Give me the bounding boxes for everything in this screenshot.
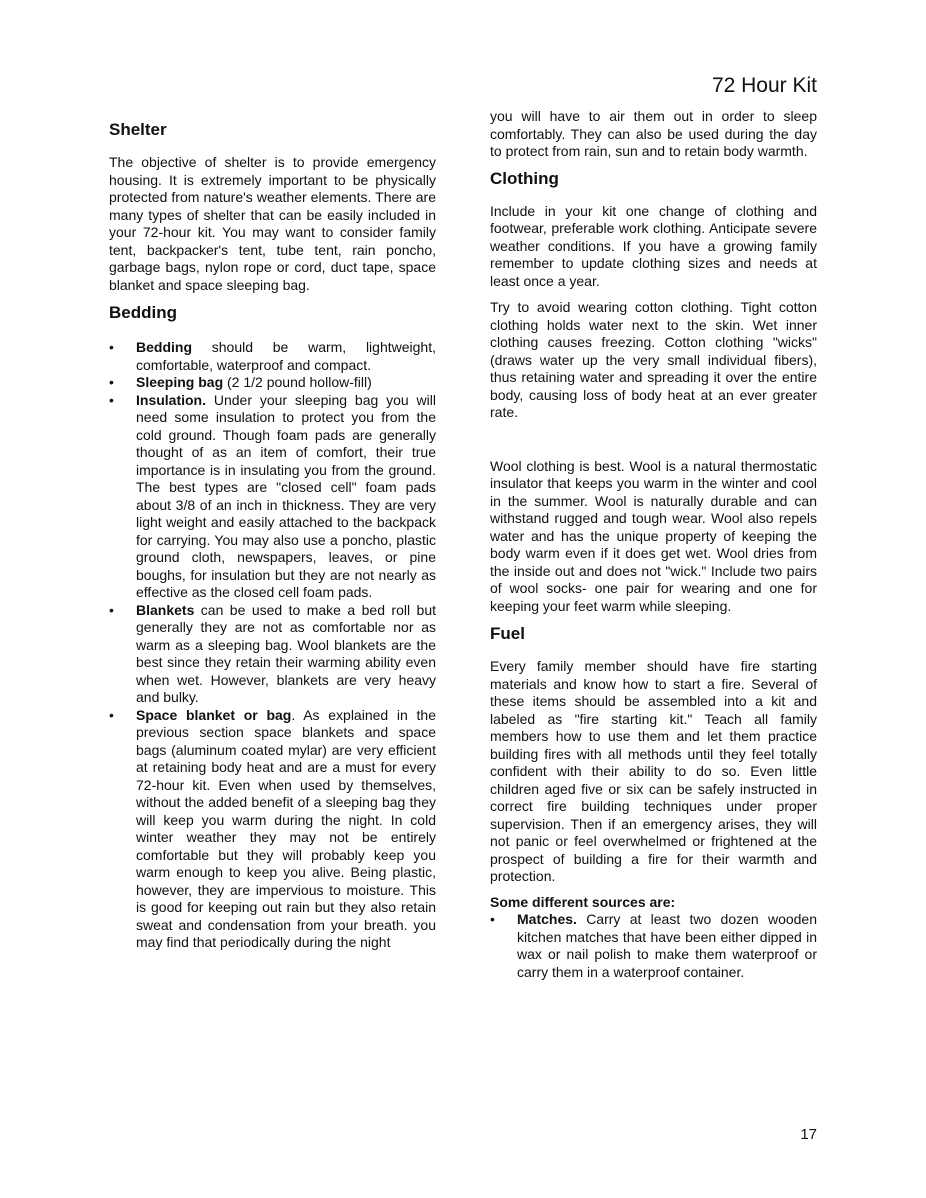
- bedding-item-lead: Sleeping bag: [136, 374, 224, 390]
- bedding-heading: Bedding: [109, 303, 177, 322]
- bedding-item-text: should be warm, lightweight, comfortable, waterproof and compact.: [136, 339, 436, 373]
- fuel-source-item: [490, 911, 817, 981]
- bedding-item-text: can be used to make a bed roll but generally they are not as comfortable nor as warm as a sleeping bag. Wool blankets are the best since they retain their warming ability even when wet. However, blankets are very heavy and bulky.: [136, 601, 436, 705]
- fuel-heading: Fuel: [490, 624, 525, 643]
- clothing-paragraph-2: Try to avoid wearing cotton clothing. Tight cotton clothing holds water next to the skin. Wet inner clothing causes freezing. Cotton clothing "wicks" (draws water up the very small individual fibers), thus retaining water and spreading it over the entire body, causing loss of body heat at an ever greater rate.: [490, 299, 817, 420]
- running-header: 72 Hour Kit: [711, 74, 817, 97]
- clothing-paragraph-3: Wool clothing is best. Wool is a natural thermostatic insulator that keeps you warm in the winter and cool in the summer. Wool is naturally durable and can withstand rugged and tough wear. Wool also repels water and has the unique property of keeping the body warm even if it does get wet. Wool dries from the inside out and does not "wick." Include two pairs of wool socks- one pair for wearing and one for keeping your feet warm while sleeping.: [490, 457, 817, 614]
- left-column: [109, 108, 436, 952]
- fuel-sources-list: [490, 911, 817, 981]
- bedding-item: [109, 374, 436, 392]
- page-number: 17: [800, 1126, 817, 1143]
- shelter-paragraph: The objective of shelter is to provide emergency housing. It is extremely important to be physically protected from nature's weather elements. There are many types of shelter that can be easily included in your 72-hour kit. You may want to consider family tent, backpacker's tent, tube tent, rain poncho, garbage bags, nylon rope or cord, duct tape, space blanket and space sleeping bag.: [109, 154, 436, 293]
- bedding-item: [109, 339, 436, 374]
- fuel-sources-heading: Some different sources are:: [490, 893, 676, 910]
- bedding-item-lead: Insulation.: [136, 391, 206, 408]
- bedding-item: [109, 707, 436, 952]
- clothing-paragraph-1: Include in your kit one change of clothing and footwear, preferable work clothing. Anticipate severe weather conditions. If you have a growing family remember to update clothing sizes and needs at least once a year.: [490, 202, 817, 289]
- bedding-item: [109, 602, 436, 707]
- clothing-heading: Clothing: [490, 168, 559, 188]
- bedding-item: [109, 392, 436, 602]
- bedding-continuation: you will have to air them out in order to sleep comfortably. They can also be used during the day to protect from rain, sun and to retain body warmth.: [490, 108, 817, 159]
- bedding-item-text: . As explained in the previous section space blankets and space bags (aluminum coated mylar) are very efficient at retaining body heat and are a must for every 72-hour kit. Even when used by themselves, without the added benefit of a sleeping bag they will keep you warm during the night. In cold winter weather they may not be entirely comfortable but they will probably keep you warm enough to keep you alive. Being plastic, however, they are impervious to moisture. This is good for keeping out rain but they also retain sweat and condensation from your breath. you may find that periodically during the night: [136, 706, 437, 950]
- bedding-list: [109, 339, 436, 952]
- bedding-item-lead: Blankets: [136, 601, 195, 618]
- bedding-item-lead: Bedding: [136, 339, 192, 355]
- right-column: [490, 108, 817, 981]
- fuel-source-text: Carry at least two dozen wooden kitchen matches that have been either dipped in wax or nail polish to make them waterproof or carry them in a waterproof container.: [517, 911, 817, 980]
- shelter-heading: Shelter: [109, 120, 167, 139]
- bedding-item-text: Under your sleeping bag you will need some insulation to protect you from the cold ground. Though foam pads are generally thought of as an item of comfort, their true importance is in insulating you from the ground. The best types are "closed cell" foam pads about 3/8 of an inch in thickness. They are very light weight and easily attached to the backpack for carrying. You may also use a poncho, plastic ground cloth, newspapers, leaves, or pine boughs, for insulation but they are not nearly as effective as the closed cell foam pads.: [136, 391, 436, 600]
- bedding-item-text: (2 1/2 pound hollow-fill): [223, 374, 372, 390]
- bedding-item-lead: Space blanket or bag: [136, 706, 292, 723]
- fuel-source-lead: Matches.: [517, 911, 577, 927]
- fuel-paragraph: Every family member should have fire starting materials and know how to start a fire. Several of these items should be assembled into a kit and labeled as "fire starting kit." Teach all family members how to use them and let them practice building fires with all methods until they feel totally confident with their ability to do so. Even little children aged five or six can be safely instructed in correct fire building techniques under proper supervision. Then if an emergency arises, they will not panic or feel overwhelmed or frightened at the prospect of building a fire for their warmth and protection.: [490, 658, 817, 884]
